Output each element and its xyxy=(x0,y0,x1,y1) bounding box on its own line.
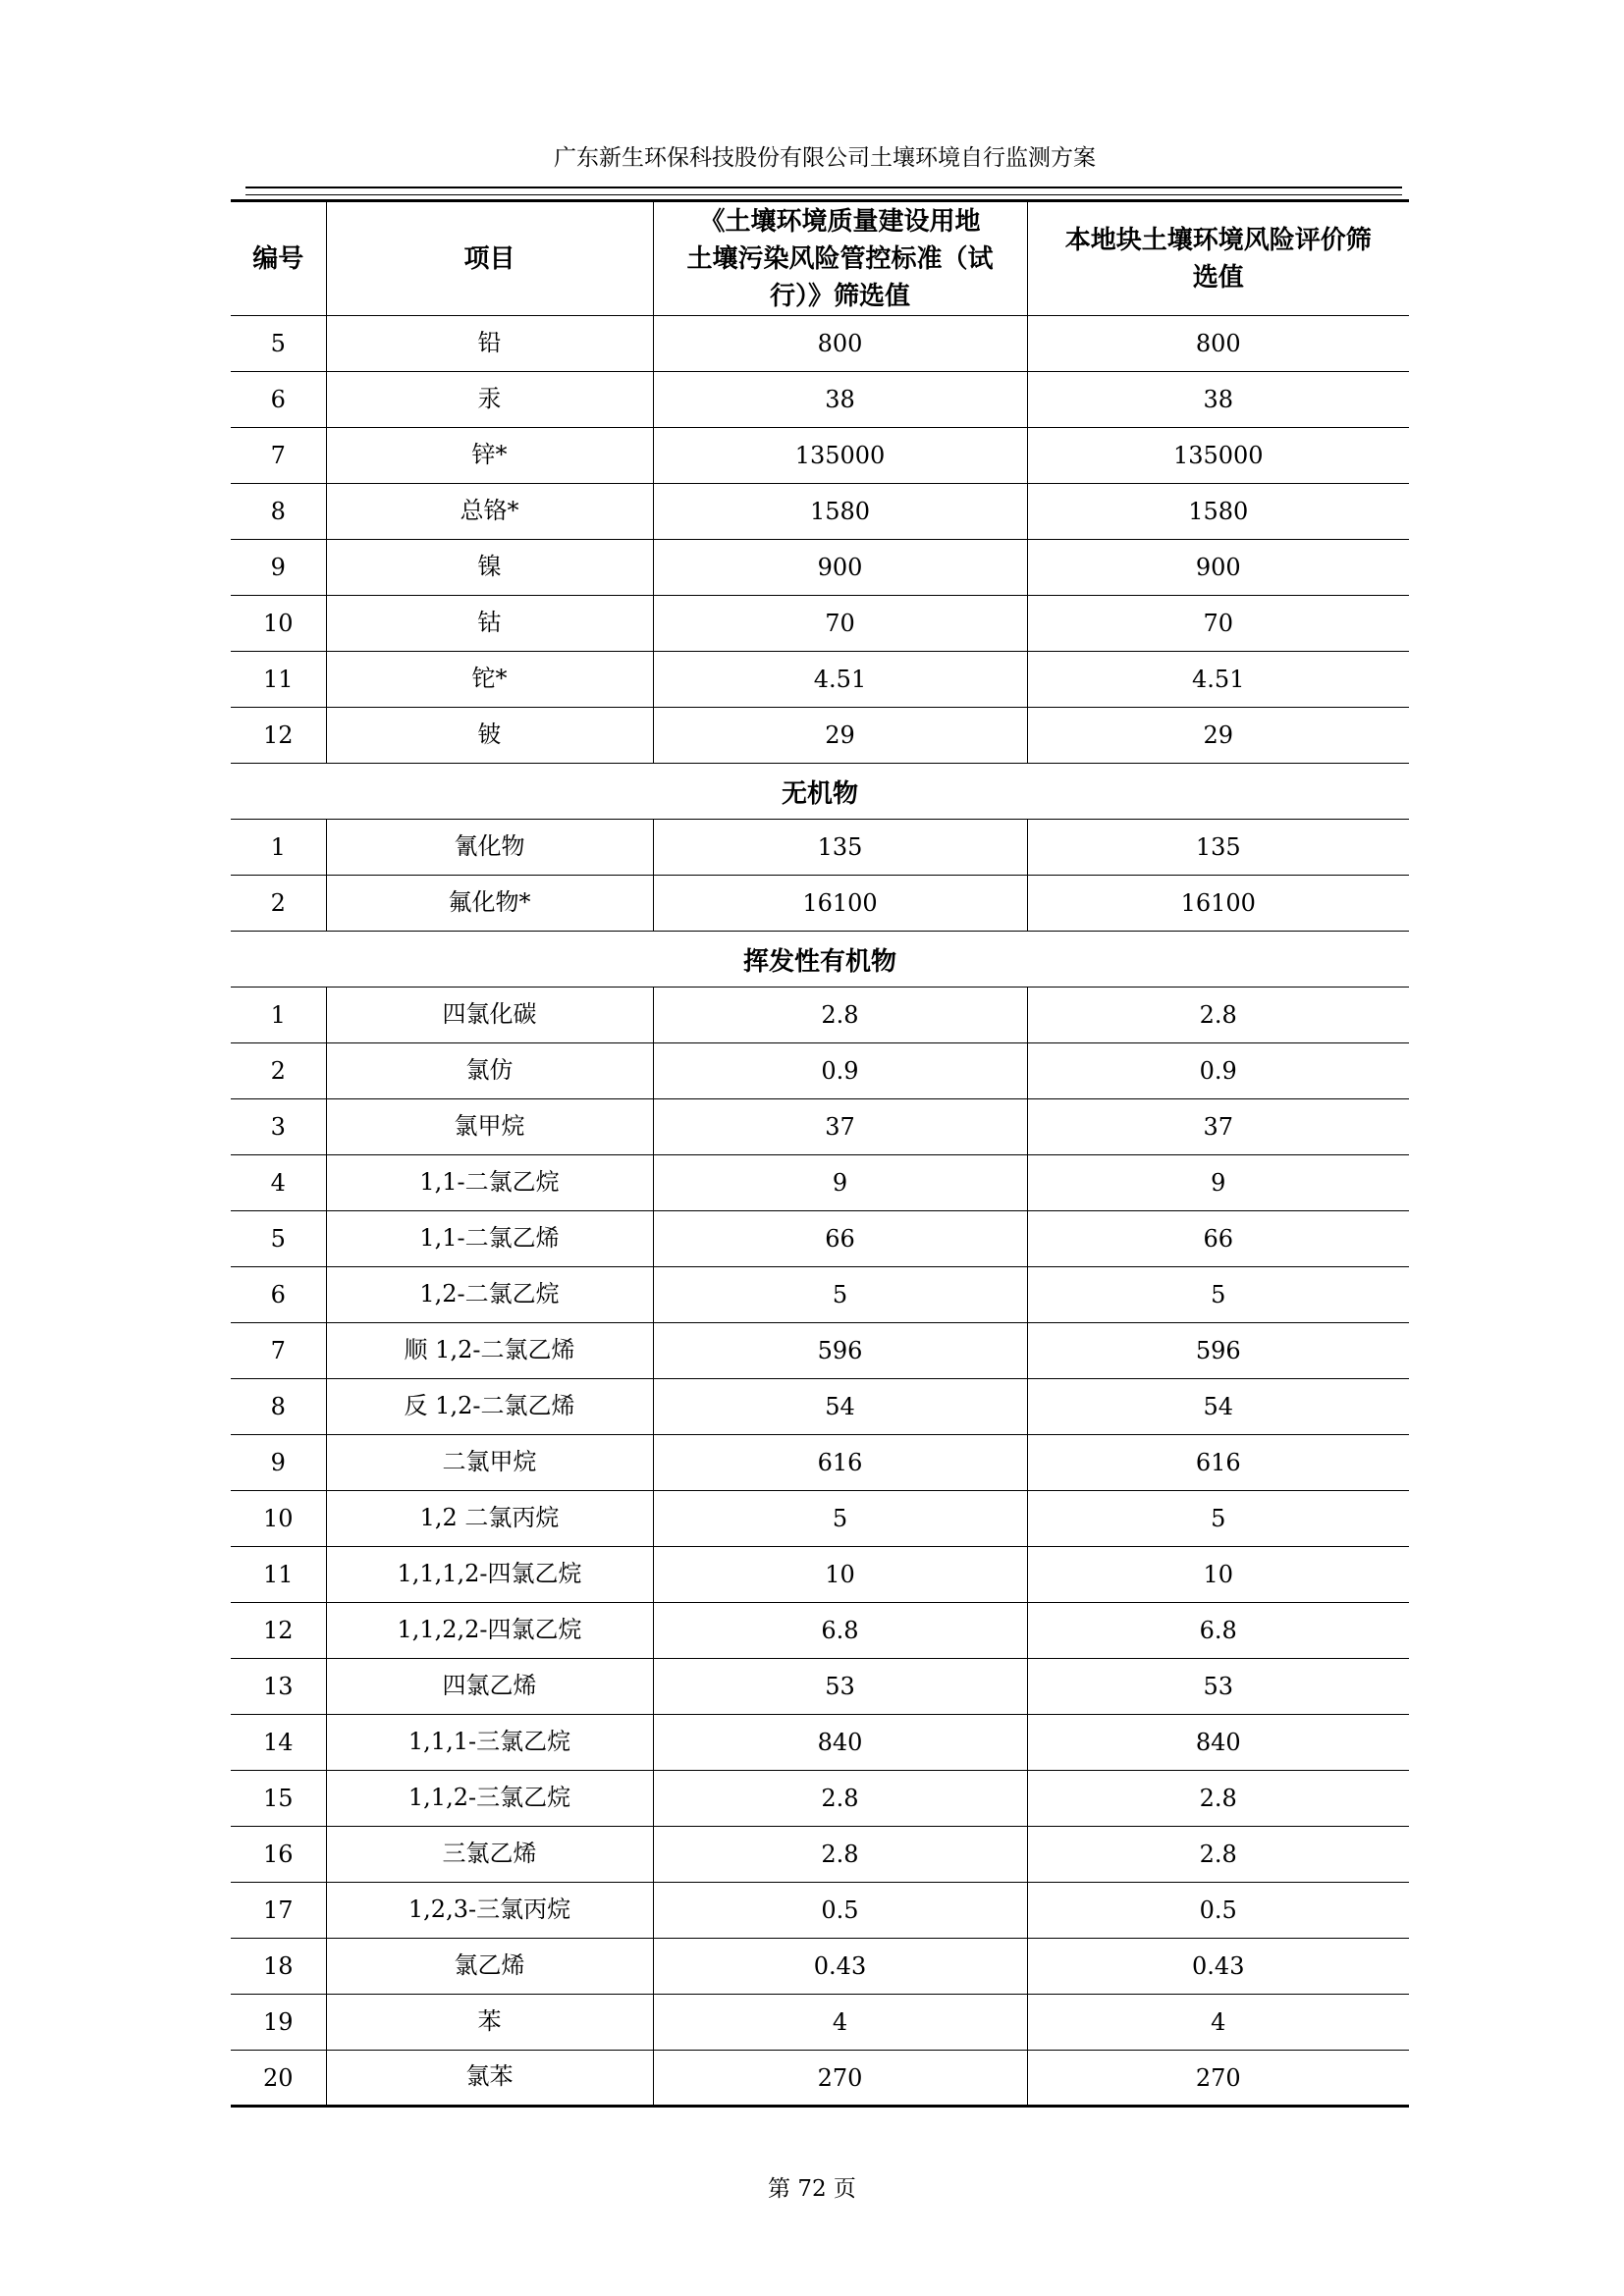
cell-number: 12 xyxy=(231,1603,326,1659)
cell-number: 10 xyxy=(231,596,326,652)
cell-standard-value: 6.8 xyxy=(653,1603,1027,1659)
cell-standard-value: 38 xyxy=(653,372,1027,428)
table-row xyxy=(231,1267,1409,1323)
screening-values-table xyxy=(231,199,1409,2108)
cell-number: 8 xyxy=(231,1379,326,1435)
item-name: 钴 xyxy=(477,608,502,636)
cell-item xyxy=(326,1043,653,1099)
cell-local-value: 4 xyxy=(1027,1995,1409,2051)
cell-item xyxy=(326,316,653,372)
column-header-standard xyxy=(653,201,1027,316)
table-row xyxy=(231,876,1409,932)
item-name: 四氯乙烯 xyxy=(442,1671,537,1699)
cell-number: 14 xyxy=(231,1715,326,1771)
cell-item xyxy=(326,2051,653,2107)
section-inorganic-label: 无机物 xyxy=(231,764,1409,820)
cell-local-value: 5 xyxy=(1027,1267,1409,1323)
cell-item xyxy=(326,1883,653,1939)
cell-standard-value: 4.51 xyxy=(653,652,1027,708)
table-row xyxy=(231,1043,1409,1099)
table-row xyxy=(231,1099,1409,1155)
cell-number: 18 xyxy=(231,1939,326,1995)
table-row xyxy=(231,1827,1409,1883)
item-name: 三氯乙烯 xyxy=(442,1839,537,1867)
cell-standard-value: 5 xyxy=(653,1491,1027,1547)
column-header-local-line1: 本地块土壤环境风险评价筛 xyxy=(1064,225,1372,255)
cell-number: 10 xyxy=(231,1491,326,1547)
cell-number: 12 xyxy=(231,708,326,764)
item-name: 1,1,2-三氯乙烷 xyxy=(407,1783,571,1811)
cell-item xyxy=(326,1995,653,2051)
column-header-number: 编号 xyxy=(231,201,326,316)
item-name: 1,1,1,2-四氯乙烷 xyxy=(397,1559,582,1587)
table-row xyxy=(231,1995,1409,2051)
cell-number: 3 xyxy=(231,1099,326,1155)
cell-number: 1 xyxy=(231,820,326,876)
cell-local-value: 0.5 xyxy=(1027,1883,1409,1939)
cell-number: 5 xyxy=(231,316,326,372)
cell-local-value: 135 xyxy=(1027,820,1409,876)
section-voc xyxy=(231,932,1409,988)
item-name: 1,2 二氯丙烷 xyxy=(419,1503,560,1531)
table-row xyxy=(231,1155,1409,1211)
section-inorganic xyxy=(231,764,1409,820)
table-header-row xyxy=(231,201,1409,316)
table-row xyxy=(231,1939,1409,1995)
table-row xyxy=(231,596,1409,652)
table-row xyxy=(231,1435,1409,1491)
table-row xyxy=(231,988,1409,1043)
cell-item xyxy=(326,1267,653,1323)
item-name: 反 1,2-二氯乙烯 xyxy=(404,1391,575,1419)
cell-standard-value: 16100 xyxy=(653,876,1027,932)
cell-local-value: 2.8 xyxy=(1027,1827,1409,1883)
table-row xyxy=(231,820,1409,876)
section-voc-label: 挥发性有机物 xyxy=(231,932,1409,988)
cell-standard-value: 10 xyxy=(653,1547,1027,1603)
cell-item xyxy=(326,820,653,876)
cell-standard-value: 29 xyxy=(653,708,1027,764)
table-row xyxy=(231,1603,1409,1659)
cell-standard-value: 0.9 xyxy=(653,1043,1027,1099)
cell-number: 7 xyxy=(231,1323,326,1379)
header-rule-thin xyxy=(245,194,1402,195)
cell-standard-value: 135000 xyxy=(653,428,1027,484)
table-row xyxy=(231,1771,1409,1827)
cell-item xyxy=(326,708,653,764)
cell-item xyxy=(326,988,653,1043)
page-header-title: 广东新生环保科技股份有限公司土壤环境自行监测方案 xyxy=(554,145,1096,171)
cell-item xyxy=(326,1715,653,1771)
cell-local-value: 0.43 xyxy=(1027,1939,1409,1995)
table-row xyxy=(231,1659,1409,1715)
item-name: 铍 xyxy=(477,720,502,748)
item-name: 铅 xyxy=(477,328,502,356)
cell-standard-value: 0.5 xyxy=(653,1883,1027,1939)
cell-standard-value: 270 xyxy=(653,2051,1027,2107)
cell-item xyxy=(326,428,653,484)
cell-local-value: 2.8 xyxy=(1027,988,1409,1043)
cell-item xyxy=(326,652,653,708)
item-name: 苯 xyxy=(477,2006,502,2035)
cell-local-value: 900 xyxy=(1027,540,1409,596)
table-row xyxy=(231,1491,1409,1547)
table-row xyxy=(231,372,1409,428)
cell-local-value: 66 xyxy=(1027,1211,1409,1267)
cell-local-value: 270 xyxy=(1027,2051,1409,2107)
cell-standard-value: 66 xyxy=(653,1211,1027,1267)
table-row xyxy=(231,1547,1409,1603)
cell-local-value: 54 xyxy=(1027,1379,1409,1435)
item-name: 氯仿 xyxy=(465,1055,514,1084)
column-header-standard-line2: 土壤污染风险管控标准（试 xyxy=(686,243,994,274)
cell-item xyxy=(326,1939,653,1995)
column-header-local xyxy=(1027,201,1409,316)
cell-standard-value: 5 xyxy=(653,1267,1027,1323)
item-name: 顺 1,2-二氯乙烯 xyxy=(404,1335,575,1363)
item-name: 锌* xyxy=(471,440,508,468)
item-name: 1,1,2,2-四氯乙烷 xyxy=(397,1615,582,1643)
cell-item xyxy=(326,1827,653,1883)
item-name: 汞 xyxy=(477,384,502,412)
cell-standard-value: 54 xyxy=(653,1379,1027,1435)
cell-local-value: 29 xyxy=(1027,708,1409,764)
table-row xyxy=(231,1211,1409,1267)
column-header-item: 项目 xyxy=(326,201,653,316)
cell-local-value: 596 xyxy=(1027,1323,1409,1379)
table-row xyxy=(231,2051,1409,2107)
cell-item xyxy=(326,1659,653,1715)
cell-local-value: 5 xyxy=(1027,1491,1409,1547)
item-name: 镍 xyxy=(477,552,502,580)
cell-item xyxy=(326,1323,653,1379)
cell-item xyxy=(326,596,653,652)
cell-local-value: 4.51 xyxy=(1027,652,1409,708)
cell-standard-value: 596 xyxy=(653,1323,1027,1379)
cell-number: 16 xyxy=(231,1827,326,1883)
cell-standard-value: 2.8 xyxy=(653,1827,1027,1883)
cell-item xyxy=(326,1547,653,1603)
table-row xyxy=(231,1323,1409,1379)
cell-local-value: 37 xyxy=(1027,1099,1409,1155)
cell-local-value: 2.8 xyxy=(1027,1771,1409,1827)
cell-standard-value: 1580 xyxy=(653,484,1027,540)
table-body xyxy=(231,316,1409,2107)
item-name: 氯苯 xyxy=(465,2062,514,2090)
item-name: 1,2,3-三氯丙烷 xyxy=(407,1895,571,1923)
cell-local-value: 38 xyxy=(1027,372,1409,428)
cell-standard-value: 70 xyxy=(653,596,1027,652)
cell-local-value: 840 xyxy=(1027,1715,1409,1771)
cell-item xyxy=(326,1771,653,1827)
cell-local-value: 6.8 xyxy=(1027,1603,1409,1659)
page-number: 第 72 页 xyxy=(768,2176,856,2202)
cell-number: 6 xyxy=(231,1267,326,1323)
cell-number: 11 xyxy=(231,652,326,708)
cell-standard-value: 2.8 xyxy=(653,1771,1027,1827)
table-row xyxy=(231,652,1409,708)
cell-standard-value: 900 xyxy=(653,540,1027,596)
cell-item xyxy=(326,1379,653,1435)
cell-number: 20 xyxy=(231,2051,326,2107)
table-row xyxy=(231,540,1409,596)
cell-number: 17 xyxy=(231,1883,326,1939)
table-row xyxy=(231,1883,1409,1939)
cell-item xyxy=(326,1491,653,1547)
cell-standard-value: 135 xyxy=(653,820,1027,876)
cell-standard-value: 53 xyxy=(653,1659,1027,1715)
item-name: 1,1-二氯乙烯 xyxy=(419,1223,560,1252)
table-row xyxy=(231,316,1409,372)
cell-item xyxy=(326,1435,653,1491)
cell-number: 7 xyxy=(231,428,326,484)
cell-standard-value: 800 xyxy=(653,316,1027,372)
cell-standard-value: 840 xyxy=(653,1715,1027,1771)
cell-item xyxy=(326,372,653,428)
cell-local-value: 135000 xyxy=(1027,428,1409,484)
cell-number: 1 xyxy=(231,988,326,1043)
item-name: 1,2-二氯乙烷 xyxy=(419,1279,560,1308)
item-name: 氰化物 xyxy=(454,831,525,860)
cell-standard-value: 616 xyxy=(653,1435,1027,1491)
cell-number: 5 xyxy=(231,1211,326,1267)
cell-local-value: 16100 xyxy=(1027,876,1409,932)
cell-number: 9 xyxy=(231,540,326,596)
item-name: 氯甲烷 xyxy=(454,1111,525,1140)
item-name: 1,1-二氯乙烷 xyxy=(419,1167,560,1196)
item-name: 1,1,1-三氯乙烷 xyxy=(407,1727,571,1755)
item-name: 氟化物* xyxy=(448,887,531,916)
cell-item xyxy=(326,876,653,932)
cell-local-value: 0.9 xyxy=(1027,1043,1409,1099)
cell-item xyxy=(326,1211,653,1267)
item-name: 四氯化碳 xyxy=(442,999,537,1028)
cell-standard-value: 9 xyxy=(653,1155,1027,1211)
table-row xyxy=(231,1715,1409,1771)
cell-number: 4 xyxy=(231,1155,326,1211)
cell-number: 15 xyxy=(231,1771,326,1827)
cell-number: 9 xyxy=(231,1435,326,1491)
cell-standard-value: 2.8 xyxy=(653,988,1027,1043)
cell-item xyxy=(326,1099,653,1155)
cell-number: 19 xyxy=(231,1995,326,2051)
cell-item xyxy=(326,1603,653,1659)
item-name: 总铬* xyxy=(460,496,519,524)
cell-local-value: 9 xyxy=(1027,1155,1409,1211)
cell-item xyxy=(326,1155,653,1211)
table-row xyxy=(231,428,1409,484)
table-row xyxy=(231,1379,1409,1435)
cell-local-value: 53 xyxy=(1027,1659,1409,1715)
cell-standard-value: 0.43 xyxy=(653,1939,1027,1995)
cell-local-value: 800 xyxy=(1027,316,1409,372)
table-header xyxy=(231,201,1409,316)
cell-local-value: 70 xyxy=(1027,596,1409,652)
cell-local-value: 10 xyxy=(1027,1547,1409,1603)
column-header-standard-line3: 行）》筛选值 xyxy=(769,281,910,311)
table-row xyxy=(231,484,1409,540)
table-row xyxy=(231,708,1409,764)
column-header-standard-line1: 《土壤环境质量建设用地 xyxy=(699,206,981,237)
item-name: 氯乙烯 xyxy=(454,1950,525,1979)
header-rule xyxy=(245,187,1402,188)
cell-item xyxy=(326,540,653,596)
cell-number: 2 xyxy=(231,1043,326,1099)
cell-standard-value: 4 xyxy=(653,1995,1027,2051)
cell-number: 13 xyxy=(231,1659,326,1715)
item-name: 二氯甲烷 xyxy=(442,1447,537,1475)
cell-number: 2 xyxy=(231,876,326,932)
cell-standard-value: 37 xyxy=(653,1099,1027,1155)
column-header-local-line2: 选值 xyxy=(1192,262,1244,293)
item-name: 铊* xyxy=(471,664,508,692)
cell-local-value: 1580 xyxy=(1027,484,1409,540)
cell-number: 11 xyxy=(231,1547,326,1603)
cell-item xyxy=(326,484,653,540)
cell-number: 8 xyxy=(231,484,326,540)
cell-number: 6 xyxy=(231,372,326,428)
cell-local-value: 616 xyxy=(1027,1435,1409,1491)
